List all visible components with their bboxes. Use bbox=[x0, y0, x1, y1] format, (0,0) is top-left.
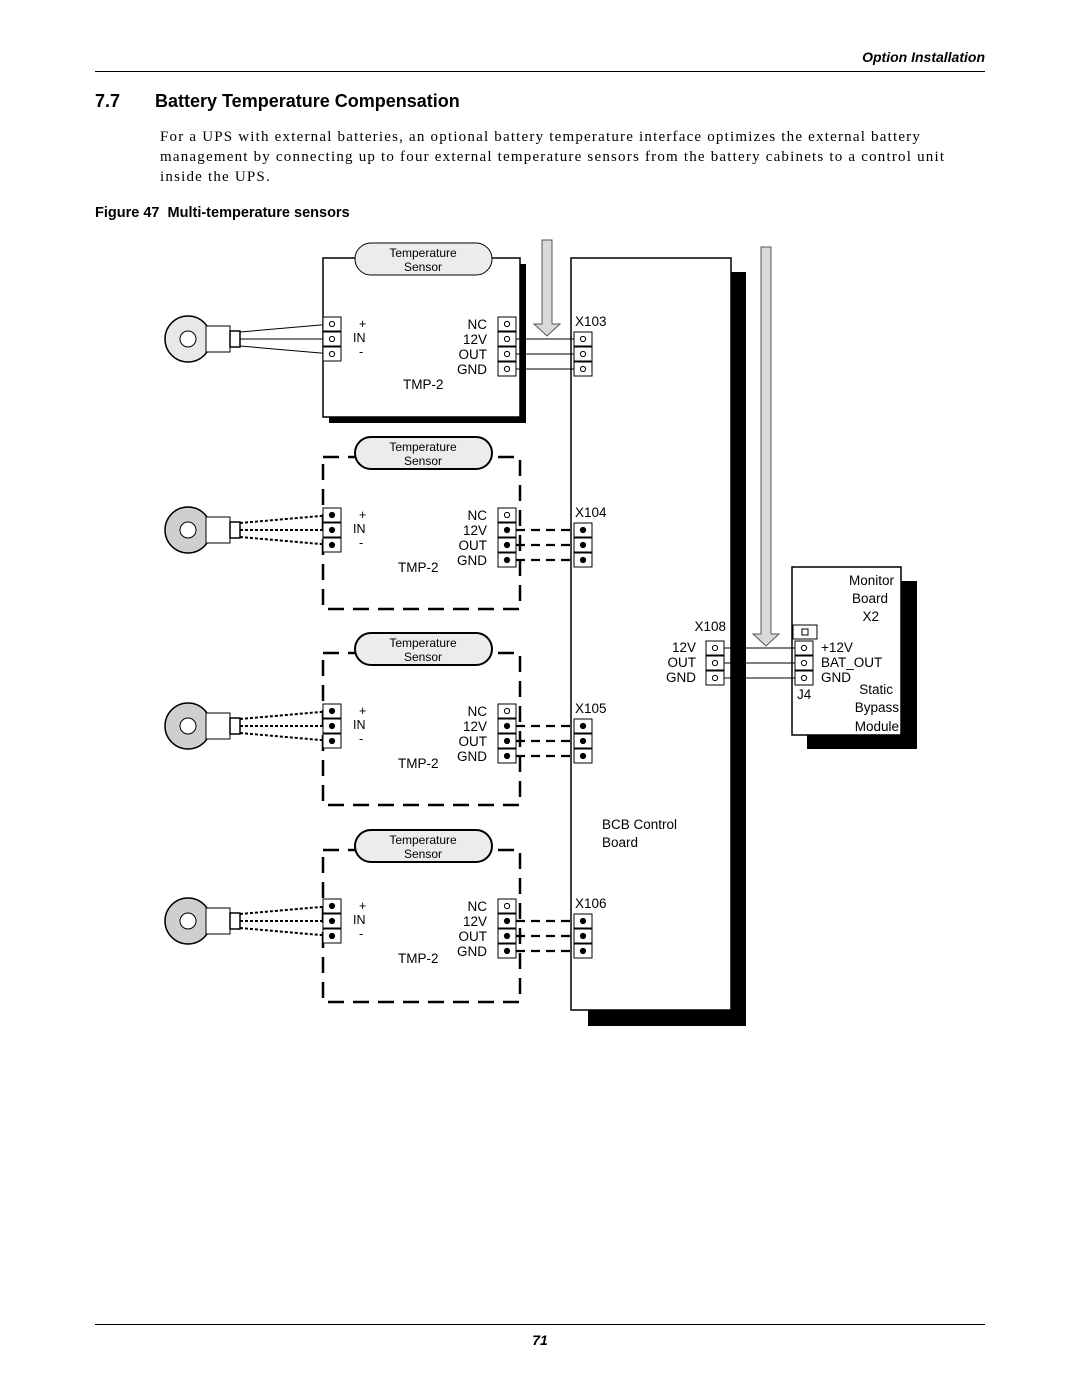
static-bypass-line3: Module bbox=[854, 719, 899, 734]
section-body-text: For a UPS with external batteries, an optional battery temperature interface optimizes the external battery management by connecting up to four external temperature sensors from the battery cabinets to a control unit inside the UPS. bbox=[160, 129, 946, 185]
bcb-connector-label: X103 bbox=[575, 314, 607, 329]
monitor-board bbox=[792, 567, 917, 749]
input-label: - bbox=[359, 927, 364, 941]
output-label: 12V bbox=[462, 332, 487, 347]
output-label: OUT bbox=[458, 929, 487, 944]
x2-pin-label: GND bbox=[821, 670, 851, 685]
input-pin-contact bbox=[329, 351, 334, 356]
x2-pin-nc-mark bbox=[802, 629, 808, 635]
input-label: - bbox=[359, 536, 364, 550]
monitor-label-line2: Board bbox=[851, 591, 888, 606]
bcb-connector-pin-contact bbox=[580, 366, 585, 371]
output-pin-contact bbox=[504, 723, 509, 728]
input-pin-contact bbox=[329, 738, 334, 743]
bcb-connector-label: X106 bbox=[575, 896, 607, 911]
thermal-probe-hole bbox=[180, 522, 196, 538]
input-pin-contact bbox=[329, 708, 334, 713]
x2-pin-contact bbox=[801, 645, 806, 650]
thermal-probe-hole bbox=[180, 913, 196, 929]
output-pin-contact bbox=[504, 366, 509, 371]
output-pin-contact bbox=[504, 753, 509, 758]
output-label: NC bbox=[467, 704, 487, 719]
output-pin-contact bbox=[504, 708, 509, 713]
x108-pin-label: 12V bbox=[671, 640, 696, 655]
probe-wire bbox=[240, 711, 332, 719]
sensor-label-line2: Sensor bbox=[403, 454, 443, 468]
input-label: - bbox=[359, 732, 364, 746]
output-label: OUT bbox=[458, 734, 487, 749]
header-section-title: Option Installation bbox=[862, 49, 985, 65]
probe-wire bbox=[240, 515, 332, 523]
x108-pin-label: OUT bbox=[667, 655, 696, 670]
sensor-label-line1: Temperature bbox=[389, 636, 457, 650]
input-pin-contact bbox=[329, 723, 334, 728]
output-label: GND bbox=[457, 749, 487, 764]
bcb-connector-pin-contact bbox=[580, 948, 585, 953]
output-pin-contact bbox=[504, 918, 509, 923]
x2-pin-label: BAT_OUT bbox=[821, 655, 883, 670]
x108-pin-label: GND bbox=[666, 670, 696, 685]
thermal-probe-hole bbox=[180, 718, 196, 734]
thermal-probe-connector bbox=[230, 718, 240, 734]
sensor-label-line1: Temperature bbox=[389, 440, 457, 454]
input-label: + bbox=[359, 899, 367, 913]
thermal-probe-connector bbox=[230, 522, 240, 538]
x2-pin-label: +12V bbox=[821, 640, 853, 655]
bcb-connector-pin-contact bbox=[580, 527, 585, 532]
output-label: NC bbox=[467, 508, 487, 523]
x108-label: X108 bbox=[694, 619, 726, 634]
output-pin-contact bbox=[504, 512, 509, 517]
x108-pin-contact bbox=[712, 660, 717, 665]
footer-rule bbox=[95, 1324, 985, 1325]
figure-caption-title: Multi-temperature sensors bbox=[167, 205, 350, 221]
page-number: 71 bbox=[532, 1332, 548, 1348]
output-pin-contact bbox=[504, 336, 509, 341]
bcb-connector-label: X104 bbox=[575, 505, 607, 520]
input-pin-contact bbox=[329, 918, 334, 923]
sensor-module-4 bbox=[165, 830, 607, 1002]
sensor-label-line2: Sensor bbox=[403, 847, 443, 861]
input-pin-contact bbox=[329, 321, 334, 326]
input-pin-contact bbox=[329, 542, 334, 547]
output-pin-contact bbox=[504, 903, 509, 908]
output-label: GND bbox=[457, 362, 487, 377]
bcb-label-line1: BCB Control bbox=[602, 817, 678, 832]
output-pin-contact bbox=[504, 351, 509, 356]
x108-pin-contact bbox=[712, 645, 717, 650]
output-pin-contact bbox=[504, 933, 509, 938]
sensor-label-line1: Temperature bbox=[389, 833, 457, 847]
input-label: + bbox=[359, 508, 367, 522]
bcb-connector-pin-contact bbox=[580, 918, 585, 923]
output-label: OUT bbox=[458, 347, 487, 362]
output-pin-contact bbox=[504, 527, 509, 532]
bcb-connector-pin-contact bbox=[580, 557, 585, 562]
input-pin-contact bbox=[329, 336, 334, 341]
section-title: Battery Temperature Compensation bbox=[155, 91, 460, 111]
sensor-label-line2: Sensor bbox=[403, 260, 443, 274]
output-pin-contact bbox=[504, 321, 509, 326]
thermal-probe-hole bbox=[180, 331, 196, 347]
tmp-2-label: TMP-2 bbox=[398, 951, 439, 966]
j4-label: J4 bbox=[797, 687, 812, 702]
output-pin-contact bbox=[504, 542, 509, 547]
output-label: OUT bbox=[458, 538, 487, 553]
thermal-probe-body bbox=[206, 517, 230, 543]
output-pin-contact bbox=[504, 948, 509, 953]
output-pin-contact bbox=[504, 738, 509, 743]
monitor-label-line1: Monitor bbox=[848, 573, 894, 588]
input-label: - bbox=[359, 345, 364, 359]
bcb-connector-pin-contact bbox=[580, 723, 585, 728]
bcb-connector-pin-contact bbox=[580, 542, 585, 547]
input-label: IN bbox=[353, 913, 366, 927]
tmp-2-label: TMP-2 bbox=[398, 560, 439, 575]
output-label: GND bbox=[457, 553, 487, 568]
input-pin-contact bbox=[329, 527, 334, 532]
bcb-connector-pin-contact bbox=[580, 738, 585, 743]
insertion-arrow-left-shape bbox=[534, 240, 560, 336]
input-pin-contact bbox=[329, 512, 334, 517]
input-label: IN bbox=[353, 718, 366, 732]
input-label: IN bbox=[353, 331, 366, 345]
sensor-label-line1: Temperature bbox=[389, 246, 457, 260]
probe-wire bbox=[240, 537, 332, 545]
bcb-connector-pin-contact bbox=[580, 933, 585, 938]
sensor-label-line2: Sensor bbox=[403, 650, 443, 664]
thermal-probe-body bbox=[206, 908, 230, 934]
bcb-connector-label: X105 bbox=[575, 701, 607, 716]
x2-pin-contact bbox=[801, 660, 806, 665]
input-label: + bbox=[359, 704, 367, 718]
figure-caption-prefix: Figure 47 bbox=[95, 205, 160, 221]
insertion-arrow-left bbox=[534, 240, 560, 336]
probe-wire bbox=[240, 346, 332, 354]
probe-wire bbox=[240, 324, 332, 332]
output-label: 12V bbox=[462, 719, 487, 734]
input-label: IN bbox=[353, 522, 366, 536]
probe-wire bbox=[240, 928, 332, 936]
section-number: 7.7 bbox=[95, 91, 121, 111]
probe-wire bbox=[240, 906, 332, 914]
output-pin-contact bbox=[504, 557, 509, 562]
insertion-arrow-right-shape bbox=[753, 247, 779, 646]
sensor-module-1 bbox=[165, 243, 607, 423]
tmp-2-label: TMP-2 bbox=[403, 377, 444, 392]
static-bypass-line1: Static bbox=[859, 682, 893, 697]
thermal-probe-connector bbox=[230, 331, 240, 347]
input-pin-contact bbox=[329, 933, 334, 938]
thermal-probe-connector bbox=[230, 913, 240, 929]
thermal-probe-body bbox=[206, 713, 230, 739]
tmp-2-label: TMP-2 bbox=[398, 756, 439, 771]
sensor-module-2 bbox=[165, 437, 607, 609]
x2-pin-contact bbox=[801, 675, 806, 680]
thermal-probe-body bbox=[206, 326, 230, 352]
output-label: NC bbox=[467, 317, 487, 332]
bcb-connector-pin-contact bbox=[580, 753, 585, 758]
output-label: 12V bbox=[462, 523, 487, 538]
bcb-connector-pin-contact bbox=[580, 336, 585, 341]
bcb-label-line2: Board bbox=[602, 835, 639, 850]
sensor-module-3 bbox=[165, 633, 607, 805]
input-label: + bbox=[359, 317, 367, 331]
x108-pin-contact bbox=[712, 675, 717, 680]
output-label: NC bbox=[467, 899, 487, 914]
output-label: 12V bbox=[462, 914, 487, 929]
static-bypass-line2: Bypass bbox=[854, 700, 899, 715]
input-pin-contact bbox=[329, 903, 334, 908]
monitor-x2-label: X2 bbox=[862, 609, 879, 624]
bcb-connector-pin-contact bbox=[580, 351, 585, 356]
probe-wire bbox=[240, 733, 332, 741]
output-label: GND bbox=[457, 944, 487, 959]
insertion-arrow-right bbox=[753, 247, 779, 646]
